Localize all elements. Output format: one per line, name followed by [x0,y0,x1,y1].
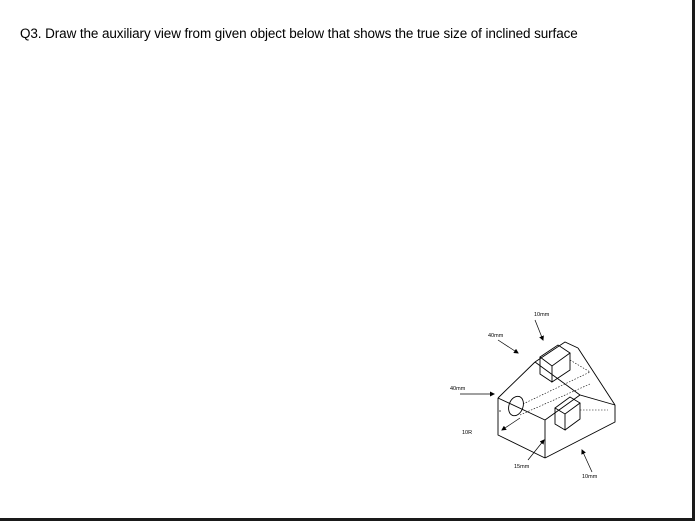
top-ridge [535,342,578,362]
object-outline [498,342,615,458]
dim-label-40mm-side: 40mm [450,386,466,392]
leader-top-10mm [535,320,543,340]
top-slot-walls [552,353,570,382]
isometric-object-svg [440,300,630,490]
inclined-edge-left [498,362,535,398]
leader-bottom-10mm [582,450,592,472]
dim-label-40mm-upper: 40mm [488,333,504,339]
leader-10r-arrow [502,418,520,430]
isometric-drawing [440,300,630,490]
hidden-hole-top [523,372,590,404]
dim-label-10r: 10R [462,430,473,436]
dim-label-top-10mm: 10mm [534,312,550,318]
dim-label-15mm: 15mm [514,464,530,470]
lower-slot-right-wall [565,403,580,430]
lower-slot-outline [555,397,580,414]
dim-label-bottom-10mm: 10mm [582,474,598,480]
question-text: Q3. Draw the auxiliary view from given object below that shows the true size of inclined surface [20,26,578,41]
top-slot-left-wall [540,357,552,382]
leader-15mm [528,440,544,460]
leader-40mm-upper [498,340,518,353]
